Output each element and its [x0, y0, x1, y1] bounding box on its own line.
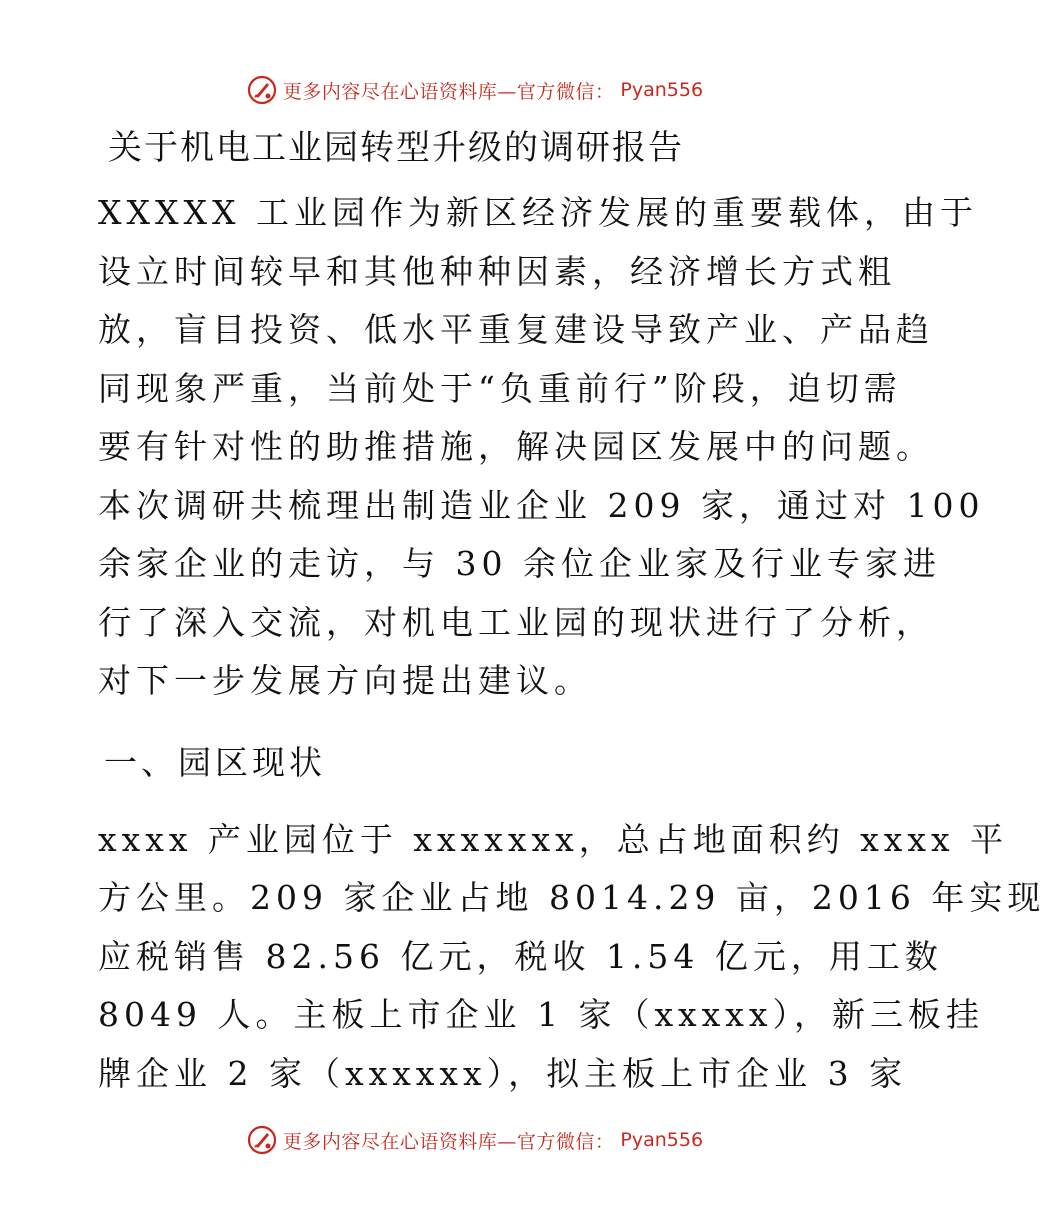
- section-heading: 一、园区现状: [104, 742, 326, 782]
- document-body: [98, 120, 1045, 1103]
- watermark-wechat-id: Pyan556: [620, 1129, 704, 1151]
- paragraph-line: 牌企业 2 家（xxxxxx），拟主板上市企业 3 家: [98, 1053, 908, 1093]
- paragraph-line: 本次调研共梳理出制造业企业 209 家，通过对 100: [98, 485, 985, 525]
- intro-paragraph: [98, 184, 985, 711]
- watermark-wechat-id: Pyan556: [620, 79, 704, 101]
- watermark-text: 更多内容尽在心语资料库—官方微信：: [282, 1130, 615, 1153]
- paragraph-line: 设立时间较早和其他种种因素，经济增长方式粗: [98, 251, 896, 291]
- paragraph-line: 行了深入交流，对机电工业园的现状进行了分析，: [98, 602, 934, 642]
- quill-badge-icon: [247, 1125, 277, 1155]
- paragraph-line: XXXXX 工业园作为新区经济发展的重要载体，由于: [98, 193, 978, 232]
- paragraph-line: 对下一步发展方向提出建议。: [98, 661, 592, 700]
- page-title: 关于机电工业园转型升级的调研报告: [108, 128, 684, 168]
- paragraph-line: xxxx 产业园位于 xxxxxxx，总占地面积约 xxxx 平: [98, 819, 1009, 859]
- paragraph-line: 方公里。209 家企业占地 8014.29 亩，2016 年实现: [98, 878, 1045, 917]
- quill-badge-icon: [247, 75, 277, 105]
- paragraph-line: 8049 人。主板上市企业 1 家（xxxxx），新三板挂: [98, 995, 985, 1034]
- paragraph-line: 余家企业的走访，与 30 余位企业家及行业专家进: [98, 544, 941, 583]
- paragraph-line: 同现象严重，当前处于“负重前行”阶段，迫切需: [98, 368, 902, 408]
- paragraph-line: 应税销售 82.56 亿元，税收 1.54 亿元，用工数: [98, 936, 943, 976]
- header-watermark: [0, 73, 950, 107]
- watermark-text: 更多内容尽在心语资料库—官方微信：: [282, 80, 615, 103]
- footer-watermark: [0, 1123, 950, 1157]
- paragraph-line: 要有针对性的助推措施，解决园区发展中的问题。: [98, 427, 934, 466]
- status-paragraph: [98, 811, 1045, 1104]
- paragraph-line: 放，盲目投资、低水平重复建设导致产业、产品趋: [98, 310, 934, 349]
